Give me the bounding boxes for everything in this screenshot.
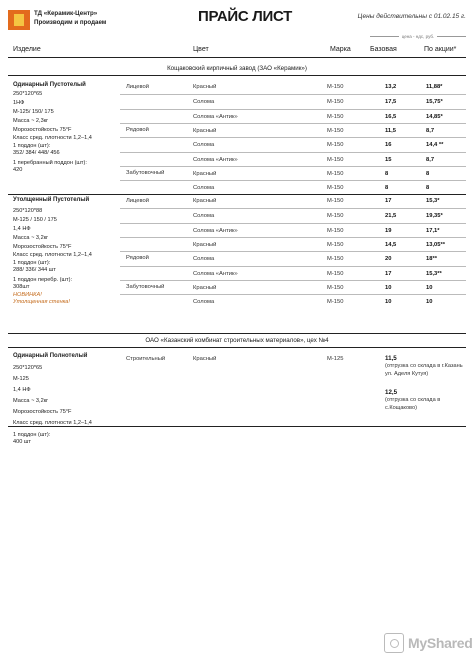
row-color: Красный: [193, 241, 217, 248]
face-type-label: Лицевой: [126, 84, 149, 90]
price-koshchakovo-value: 12,5: [385, 389, 398, 396]
row-color: Солома «Антик»: [193, 270, 238, 277]
product-2-line: 1 поддон перебр. (шт):: [13, 277, 73, 284]
row-color: Красный: [193, 356, 217, 362]
product-2-line: 1,4 НФ: [13, 225, 31, 232]
row-promo-price: 13,05**: [426, 241, 446, 248]
row-brand: М-150: [327, 156, 344, 163]
header-product: Изделие: [13, 46, 41, 53]
row-base-price: 8: [385, 170, 389, 177]
face-type-label: Лицевой: [126, 198, 149, 204]
table-row: [120, 180, 466, 194]
logo-text: [34, 9, 106, 27]
row-base-price: 16,5: [385, 113, 397, 120]
row-base-price: 17,5: [385, 99, 397, 106]
product-3-line: 250*120*65: [13, 364, 43, 371]
table-row: [120, 166, 466, 180]
row-base-price: 16: [385, 142, 392, 149]
row-brand: М-150: [327, 256, 344, 263]
product-3-description: [13, 352, 113, 446]
row-face-type: Строительный: [126, 356, 166, 362]
row-base-price: 8: [385, 185, 389, 192]
row-color: Солома: [193, 99, 215, 106]
table-row: [120, 109, 466, 123]
table-row: [120, 194, 466, 208]
product-3-line: М-125: [13, 375, 29, 382]
row-promo-price: 8,7: [426, 156, 435, 163]
row-brand: М-150: [327, 284, 344, 291]
product-2-line: Масса ~ 3,2кг: [13, 234, 49, 241]
product-2-line: 288/ 336/ 344 шт: [13, 267, 56, 274]
table-row: [120, 280, 466, 294]
table-row: [120, 266, 466, 280]
watermark-text: MyShared: [408, 635, 473, 651]
row-base-price: 10: [385, 299, 392, 306]
price-koshchakovo-note: (отгрузка со склада в с.Кощаково): [385, 397, 441, 411]
row-color: Красный: [193, 284, 217, 291]
product-2-line: 1 поддон (шт):: [13, 260, 51, 267]
table-row: [120, 223, 466, 237]
product-2-name: Утолщенный Пустотелый: [13, 197, 90, 203]
plant-2-heading: ОАО «Казанский комбинат строительных материалов», цех №4: [8, 334, 466, 348]
product-2-new-badge: НОВИНКА!: [13, 292, 42, 299]
product-1-line: 1 поддон (шт):: [13, 143, 51, 150]
product-1-line: Масса ~ 2,3кг: [13, 117, 49, 124]
product-2-line: Морозостойкость 75°F: [13, 243, 72, 250]
face-type-label: Рядовой: [126, 127, 149, 133]
product-1-line: 1 перебранный поддон (шт):: [13, 160, 87, 167]
row-brand: М-150: [327, 170, 344, 177]
product-3-line: 1 поддон (шт):: [13, 431, 51, 438]
table-row: [120, 80, 466, 94]
row-promo-price: 17,1*: [426, 227, 440, 234]
row-promo-price: 8: [426, 185, 430, 192]
header-brand: Марка: [330, 46, 351, 53]
row-base-price: 21,5: [385, 213, 397, 220]
row-brand: М-125: [327, 356, 344, 362]
product-2-line: М-125 / 150 / 175: [13, 216, 57, 223]
vat-note-text: цена - ндс, руб.: [401, 34, 435, 39]
price-kazan-note: (отгрузка со склада в г.Казань ул. Аделя Кутуя): [385, 363, 463, 377]
product-3-line: 400 шт: [13, 438, 31, 445]
row-base-price: 20: [385, 256, 392, 263]
product-3-name: Одинарный Полнотелый: [13, 353, 88, 359]
table-row: [120, 208, 466, 222]
table-row: [120, 294, 466, 308]
row-base-price: 15: [385, 156, 392, 163]
row-color: Красный: [193, 170, 217, 177]
row-promo-price: 8,7: [426, 127, 435, 134]
logo-line-2: Производим и продаем: [34, 19, 107, 26]
price-kazan: [385, 355, 465, 378]
row-color: Солома «Антик»: [193, 156, 238, 163]
row-promo-price: 15,75*: [426, 99, 443, 106]
row-promo-price: 8: [426, 170, 430, 177]
face-type-label: Забутовочный: [126, 284, 165, 290]
row-promo-price: 10: [426, 299, 433, 306]
row-color: Красный: [193, 84, 217, 90]
product-1-line: М-125/ 150/ 175: [13, 108, 54, 115]
product-1-line: 352/ 384/ 448/ 456: [13, 150, 60, 157]
row-color: Солома «Антик»: [193, 113, 238, 120]
row-brand: М-150: [327, 84, 344, 90]
watermark: [384, 633, 473, 653]
product-1-line: 1НФ: [13, 99, 25, 106]
table-row: [120, 123, 466, 137]
price-koshchakovo: [385, 389, 465, 412]
row-base-price: 10: [385, 284, 392, 291]
row-color: Солома: [193, 213, 215, 220]
watermark-logo-icon: [384, 633, 404, 653]
table-row: [120, 137, 466, 151]
row-promo-price: 11,88*: [426, 84, 443, 90]
logo-line-1: ТД «Керамик-Центр»: [34, 10, 98, 17]
header-promo-price: По акции*: [424, 46, 457, 53]
header-base-price: Базовая: [370, 46, 397, 53]
product-1-line: 420: [13, 167, 23, 174]
table-row: [120, 251, 466, 265]
row-color: Солома: [193, 142, 215, 149]
row-base-price: 17: [385, 198, 392, 204]
row-brand: М-150: [327, 127, 344, 134]
table-row: [120, 94, 466, 108]
company-logo: [8, 8, 120, 32]
product-2-description: [13, 196, 113, 306]
row-color: Солома: [193, 256, 215, 263]
row-brand: М-150: [327, 113, 344, 120]
row-promo-price: 10: [426, 284, 433, 291]
table-row: [120, 152, 466, 166]
row-promo-price: 15,3**: [426, 270, 442, 277]
face-type-label: Забутовочный: [126, 170, 165, 176]
row-brand: М-150: [327, 241, 344, 248]
row-promo-price: 14,4 **: [426, 142, 444, 149]
logo-mark-icon: [8, 10, 30, 30]
row-color: Красный: [193, 127, 217, 134]
product-1-line: Морозостойкость 75°F: [13, 126, 72, 133]
row-promo-price: 18**: [426, 256, 437, 263]
product-2-line: Класс сред. плотности 1,2–1,4: [13, 252, 92, 259]
vat-note: [370, 34, 466, 39]
row-base-price: 17: [385, 270, 392, 277]
product-1-description: [13, 81, 113, 174]
table-header: [8, 42, 466, 58]
row-base-price: 13,2: [385, 84, 397, 90]
row-base-price: 19: [385, 227, 392, 234]
row-base-price: 11,5: [385, 127, 396, 134]
face-type-label: Рядовой: [126, 255, 149, 261]
row-brand: М-150: [327, 299, 344, 306]
product-3-line: Морозостойкость 75°F: [13, 408, 72, 415]
product-2-line: 308шт: [13, 284, 30, 291]
header-color: Цвет: [193, 46, 209, 53]
row-color: Солома: [193, 299, 215, 306]
row-promo-price: 14,85*: [426, 113, 443, 120]
table-bottom-border: [8, 426, 466, 427]
row-color: Красный: [193, 198, 217, 204]
product-2-new-note: Утолщенная стенка!: [13, 299, 70, 306]
product-3-line: Класс сред. плотности 1,2–1,4: [13, 419, 92, 426]
product-1-line: Класс сред. плотности 1,2–1,4: [13, 135, 92, 142]
row-promo-price: 15,3*: [426, 198, 440, 204]
product-3-line: Масса ~ 3,2кг: [13, 397, 49, 404]
row-brand: М-150: [327, 270, 344, 277]
row-brand: М-150: [327, 213, 344, 220]
product-2-line: 250*120*88: [13, 207, 43, 214]
price-kazan-value: 11,5: [385, 355, 397, 362]
plant-1-heading: Кощаковский кирпичный завод (ЗАО «Керамик»): [8, 62, 466, 76]
table-row: [120, 237, 466, 251]
price-validity-date: Цены действительны с 01.02.15 г.: [357, 13, 466, 20]
row-brand: М-150: [327, 142, 344, 149]
product-1-line: 250*120*65: [13, 90, 43, 97]
row-brand: М-150: [327, 227, 344, 234]
row-color: Солома «Антик»: [193, 227, 238, 234]
document-title: ПРАЙС ЛИСТ: [198, 8, 293, 25]
product-3-line: 1,4 НФ: [13, 386, 31, 393]
row-color: Солома: [193, 185, 215, 192]
row-brand: М-150: [327, 99, 344, 106]
row-base-price: 14,5: [385, 241, 397, 248]
product-1-name: Одинарный Пустотелый: [13, 82, 86, 88]
row-brand: М-150: [327, 185, 344, 192]
row-promo-price: 19,35*: [426, 213, 443, 220]
row-brand: М-150: [327, 198, 344, 204]
